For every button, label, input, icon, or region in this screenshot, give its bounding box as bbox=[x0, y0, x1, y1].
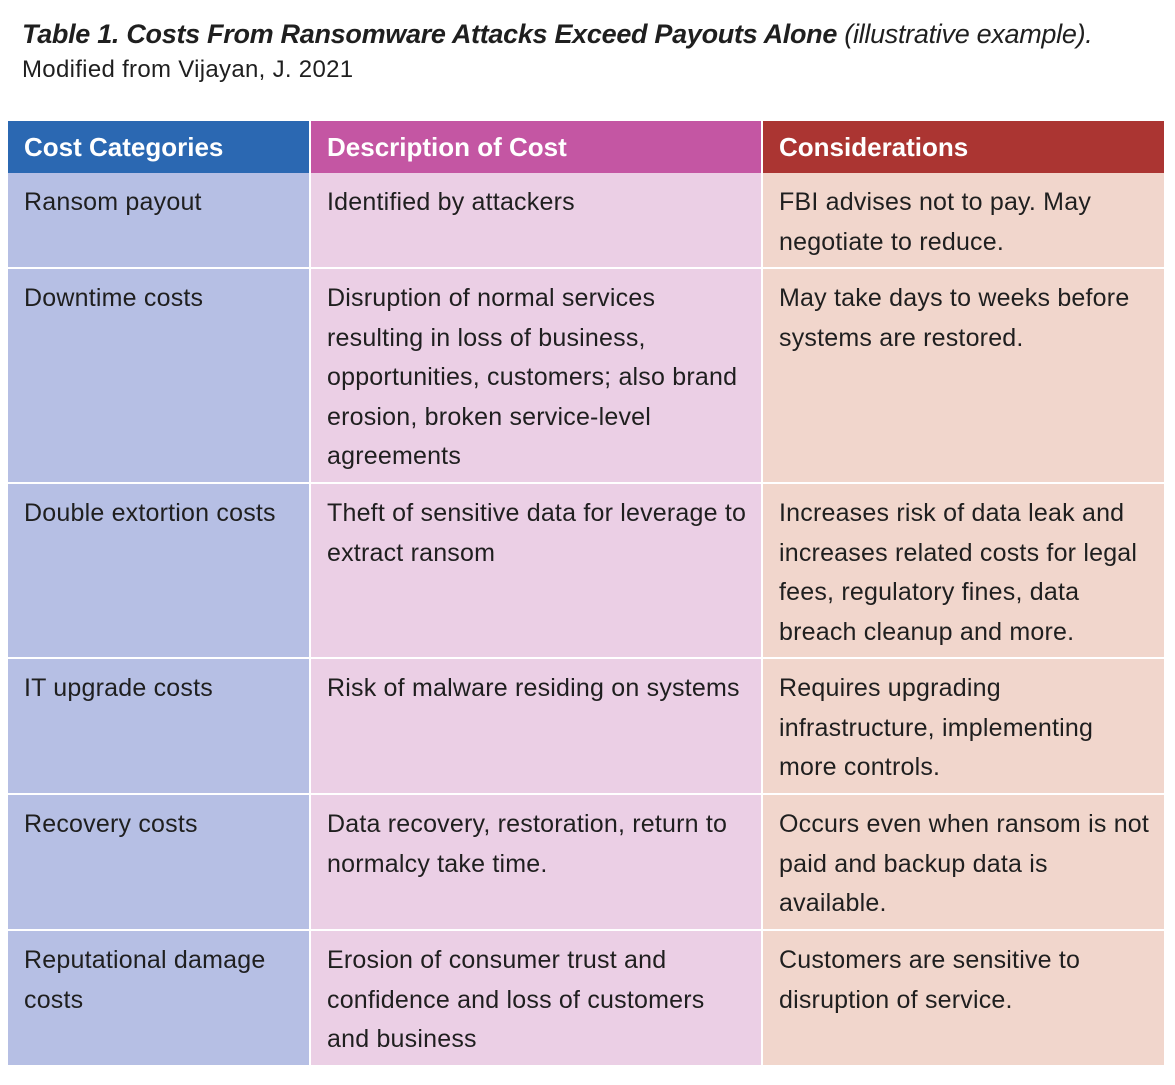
considerations-cell: Increases risk of data leak and increases related costs for legal fees, regulatory fines, data breach cleanup and more. bbox=[762, 483, 1164, 658]
cost-category-cell: Double extortion costs bbox=[8, 483, 310, 658]
table-title: Table 1. Costs From Ransomware Attacks Exceed Payouts Alone bbox=[22, 19, 838, 49]
cost-description-cell: Identified by attackers bbox=[310, 173, 762, 268]
cost-category-cell: Reputational damage costs bbox=[8, 930, 310, 1066]
header-row bbox=[8, 121, 1164, 173]
table-header bbox=[8, 121, 1164, 173]
cost-description-cell: Theft of sensitive data for leverage to extract ransom bbox=[310, 483, 762, 658]
cost-category-cell: Ransom payout bbox=[8, 173, 310, 268]
header-cost-categories: Cost Categories bbox=[8, 121, 310, 173]
cost-description-cell: Disruption of normal services resulting in loss of business, opportunities, customers; also brand erosion, broken service-level agreements bbox=[310, 268, 762, 483]
considerations-cell: Customers are sensitive to disruption of service. bbox=[762, 930, 1164, 1066]
table-row bbox=[8, 483, 1164, 658]
table-body bbox=[8, 173, 1164, 1066]
table-row bbox=[8, 794, 1164, 930]
considerations-cell: Requires upgrading infrastructure, implementing more controls. bbox=[762, 658, 1164, 794]
caption-line bbox=[22, 14, 1162, 54]
cost-description-cell: Erosion of consumer trust and confidence and loss of customers and business bbox=[310, 930, 762, 1066]
table-row bbox=[8, 930, 1164, 1066]
table-subtitle: (illustrative example). bbox=[844, 19, 1093, 49]
cost-description-cell: Data recovery, restoration, return to normalcy take time. bbox=[310, 794, 762, 930]
considerations-cell: FBI advises not to pay. May negotiate to reduce. bbox=[762, 173, 1164, 268]
considerations-cell: Occurs even when ransom is not paid and backup data is available. bbox=[762, 794, 1164, 930]
considerations-cell: May take days to weeks before systems are restored. bbox=[762, 268, 1164, 483]
table-row bbox=[8, 268, 1164, 483]
table-row bbox=[8, 173, 1164, 268]
cost-category-cell: IT upgrade costs bbox=[8, 658, 310, 794]
table-row bbox=[8, 658, 1164, 794]
cost-description-cell: Risk of malware residing on systems bbox=[310, 658, 762, 794]
cost-category-cell: Downtime costs bbox=[8, 268, 310, 483]
table-source: Modified from Vijayan, J. 2021 bbox=[22, 56, 354, 83]
header-considerations: Considerations bbox=[762, 121, 1164, 173]
cost-category-cell: Recovery costs bbox=[8, 794, 310, 930]
costs-table bbox=[8, 121, 1164, 1067]
header-description-of-cost: Description of Cost bbox=[310, 121, 762, 173]
table-caption bbox=[22, 14, 1162, 86]
